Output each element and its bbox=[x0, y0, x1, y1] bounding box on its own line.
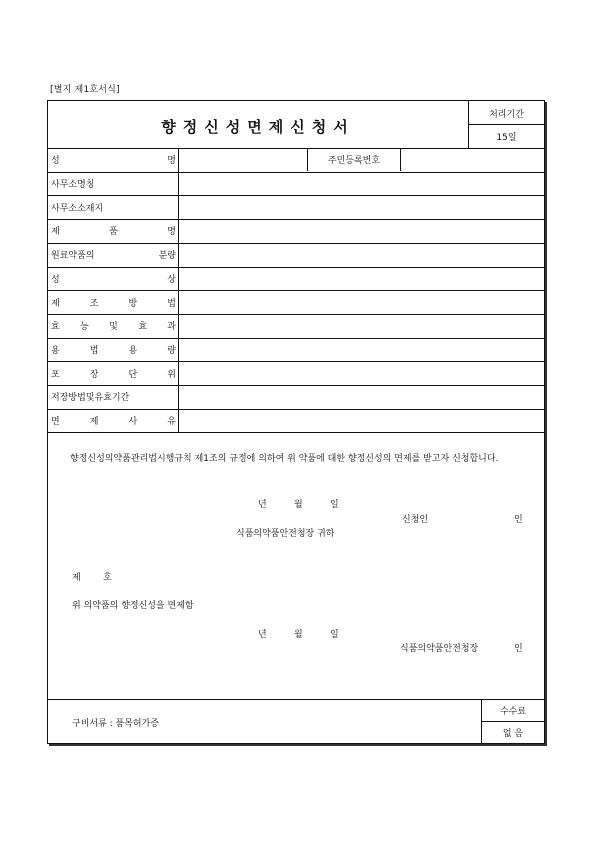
form-title: 향정신성면제신청서 bbox=[161, 117, 355, 136]
field-label-part: 효 bbox=[138, 322, 147, 333]
approval-number-suffix: 호 bbox=[103, 573, 112, 583]
field-label-part: 면 bbox=[51, 417, 60, 428]
field-label bbox=[51, 290, 176, 314]
field-value[interactable] bbox=[179, 362, 543, 384]
form-tag: [별지 제1호서식] bbox=[50, 85, 120, 95]
fee-label: 수수료 bbox=[499, 707, 527, 717]
field-label bbox=[51, 148, 176, 172]
application-date-day: 일 bbox=[330, 500, 339, 510]
field-label-part: 위 bbox=[167, 369, 176, 380]
field-label-part: 유 bbox=[167, 417, 176, 428]
field-label-part: 장 bbox=[89, 369, 99, 380]
field-label-part: 제 bbox=[51, 227, 60, 238]
approval-date-day: 일 bbox=[330, 630, 339, 640]
field-label-part: 제 bbox=[51, 298, 60, 309]
field-label-part: 법 bbox=[89, 345, 99, 356]
field-label-part: 사무소소재지 bbox=[51, 203, 104, 214]
label-column-divider bbox=[178, 148, 179, 432]
field-label-part: 성 bbox=[51, 274, 60, 285]
field-label-part: 명 bbox=[167, 227, 176, 238]
field-label-part: 제 bbox=[89, 417, 99, 428]
field-label-part: 용 bbox=[51, 345, 60, 356]
field-label-part: 및 bbox=[109, 322, 118, 333]
field-label-part: 효 bbox=[51, 322, 60, 333]
field-label-part: 사무소명칭 bbox=[51, 180, 95, 191]
field-value[interactable] bbox=[179, 315, 543, 337]
field-label-part: 분량 bbox=[158, 251, 176, 262]
processing-period-label: 처리기간 bbox=[489, 109, 524, 120]
field-value[interactable] bbox=[179, 244, 543, 266]
field-label-part: 방 bbox=[128, 298, 138, 309]
field-label bbox=[51, 267, 176, 291]
field-label-part: 능 bbox=[80, 322, 89, 333]
application-statement: 향정신성의약품관리법시행규칙 제1조의 규정에 의하여 위 약품에 대한 향정신성의 면제를 받고자 신청합니다. bbox=[70, 454, 499, 464]
field-value[interactable] bbox=[179, 339, 543, 361]
field-label bbox=[51, 172, 176, 196]
field-label-part: 사 bbox=[128, 417, 138, 428]
field-label bbox=[51, 195, 176, 219]
required-documents: 구비서류 : 품목허가증 bbox=[72, 719, 160, 729]
field-value[interactable] bbox=[179, 196, 543, 218]
field-label-part: 품 bbox=[109, 227, 118, 238]
resident-number-label: 주민등록번호 bbox=[327, 156, 381, 166]
field-value[interactable] bbox=[179, 268, 543, 290]
application-date-year: 년 bbox=[258, 500, 267, 510]
approval-date-year: 년 bbox=[258, 630, 267, 640]
row-divider bbox=[48, 432, 544, 433]
fee-value: 없 음 bbox=[502, 729, 524, 739]
processing-period-value: 15일 bbox=[496, 132, 517, 143]
field-label bbox=[51, 314, 176, 338]
field-value[interactable] bbox=[179, 386, 543, 408]
field-label bbox=[51, 243, 176, 267]
approval-statement: 위 의약품의 향정신성을 면제함 bbox=[72, 601, 194, 611]
approval-number-prefix: 제 bbox=[72, 573, 81, 583]
field-label bbox=[51, 338, 176, 362]
resident-number-field[interactable] bbox=[401, 149, 544, 170]
field-value[interactable] bbox=[179, 149, 307, 171]
application-recipient: 식품의약품안전청장 귀하 bbox=[236, 529, 335, 539]
field-label-part: 원료약품의 bbox=[51, 251, 95, 262]
field-label-part: 과 bbox=[167, 322, 176, 333]
field-value[interactable] bbox=[179, 291, 543, 313]
approval-issuer: 식품의약품안전청장 bbox=[400, 644, 479, 654]
approval-seal: 인 bbox=[514, 644, 523, 654]
application-date-month: 월 bbox=[294, 500, 303, 510]
approval-date-month: 월 bbox=[294, 630, 303, 640]
field-value[interactable] bbox=[179, 220, 543, 242]
field-label bbox=[51, 219, 176, 243]
field-value[interactable] bbox=[179, 173, 543, 195]
field-label bbox=[51, 409, 176, 433]
field-label-part: 명 bbox=[167, 156, 176, 167]
footer-divider bbox=[48, 699, 544, 700]
field-label-part: 단 bbox=[128, 369, 138, 380]
field-label-part: 성 bbox=[51, 156, 60, 167]
field-label-part: 법 bbox=[167, 298, 176, 309]
field-label-part: 조 bbox=[89, 298, 99, 309]
field-label bbox=[51, 361, 176, 385]
applicant-seal[interactable]: 인 bbox=[514, 515, 523, 525]
applicant-label: 신청인 bbox=[402, 515, 429, 525]
field-label-part: 포 bbox=[51, 369, 60, 380]
field-label-part: 저장방법및유효기간 bbox=[51, 393, 130, 404]
field-value[interactable] bbox=[179, 410, 543, 432]
field-label-part: 량 bbox=[167, 345, 176, 356]
field-label bbox=[51, 385, 176, 409]
field-label-part: 용 bbox=[128, 345, 138, 356]
field-label-part: 상 bbox=[167, 274, 176, 285]
